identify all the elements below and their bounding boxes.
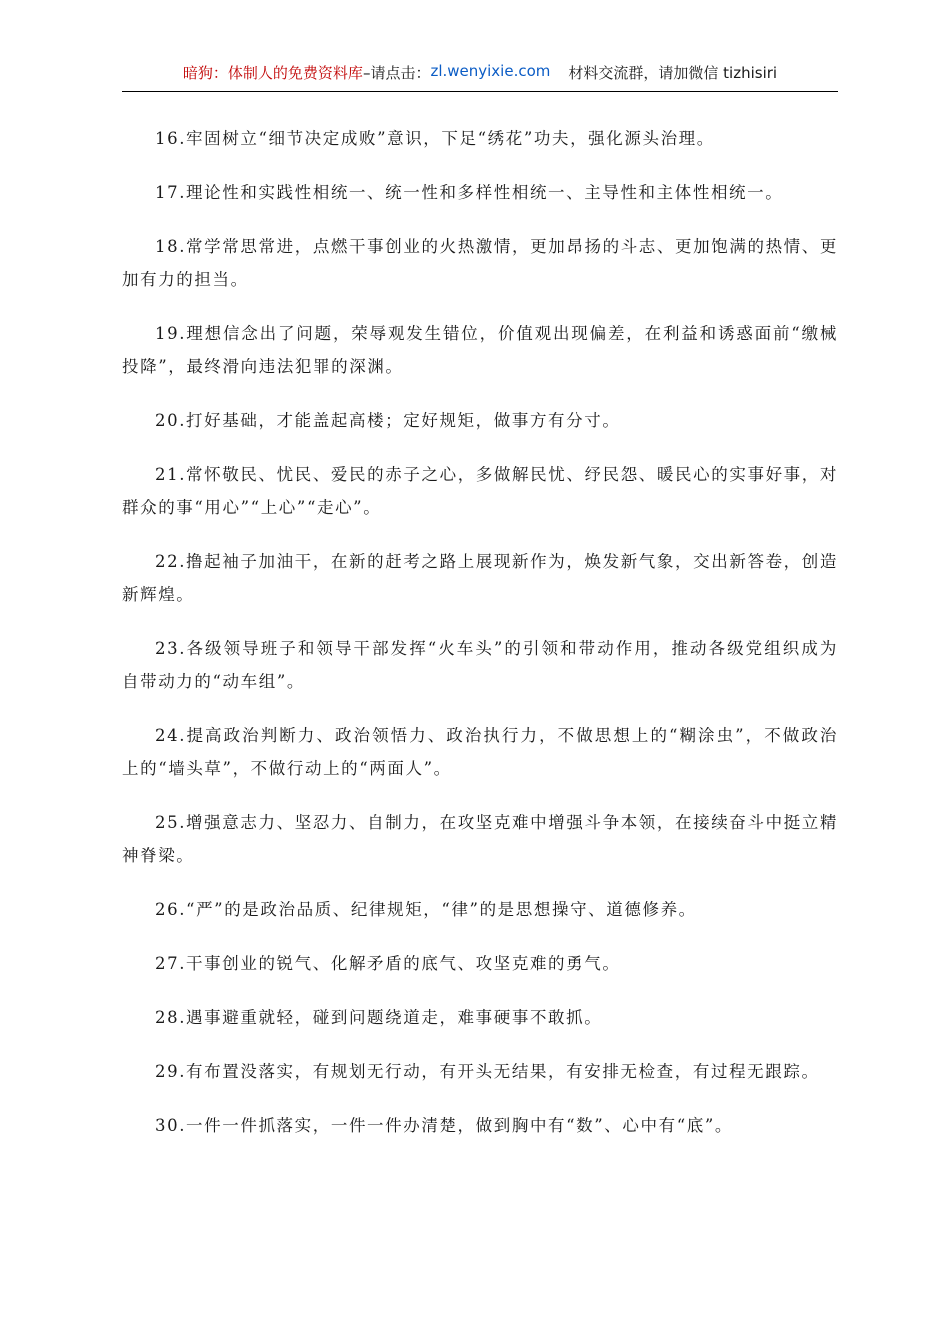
paragraph-23: 23.各级领导班子和领导干部发挥“火车头”的引领和带动作用，推动各级党组织成为自带动力的“动车组”。 xyxy=(122,639,838,691)
document-body xyxy=(122,122,838,1163)
page-header xyxy=(122,62,838,92)
paragraph-25: 25.增强意志力、坚忍力、自制力，在攻坚克难中增强斗争本领，在接续奋斗中挺立精神脊梁。 xyxy=(122,813,838,865)
paragraph-19: 19.理想信念出了问题，荣辱观发生错位，价值观出现偏差，在利益和诱惑面前“缴械投降”，最终滑向违法犯罪的深渊。 xyxy=(122,324,838,376)
paragraph-17: 17.理论性和实践性相统一、统一性和多样性相统一、主导性和主体性相统一。 xyxy=(155,183,784,202)
header-click-prompt: –请点击： xyxy=(362,64,431,82)
paragraph-26: 26.“严”的是政治品质、纪律规矩，“律”的是思想操守、道德修养。 xyxy=(155,900,697,919)
paragraph-16: 16.牢固树立“细节决定成败”意识，下足“绣花”功夫，强化源头治理。 xyxy=(155,129,715,148)
paragraph-29: 29.有布置没落实，有规划无行动，有开头无结果，有安排无检查，有过程无跟踪。 xyxy=(155,1062,820,1081)
paragraph-20: 20.打好基础，才能盖起高楼；定好规矩，做事方有分寸。 xyxy=(155,411,621,430)
paragraph-22: 22.撸起袖子加油干，在新的赶考之路上展现新作为，焕发新气象，交出新答卷，创造新辉煌。 xyxy=(122,552,838,604)
paragraph-18: 18.常学常思常进，点燃干事创业的火热激情，更加昂扬的斗志、更加饱满的热情、更加有力的担当。 xyxy=(122,237,838,289)
paragraph-27: 27.干事创业的锐气、化解矛盾的底气、攻坚克难的勇气。 xyxy=(155,954,621,973)
header-site-link[interactable]: zl.wenyixie.com xyxy=(430,62,551,80)
paragraph-28: 28.遇事避重就轻，碰到问题绕道走，难事硬事不敢抓。 xyxy=(155,1008,603,1027)
paragraph-24: 24.提高政治判断力、政治领悟力、政治执行力，不做思想上的“糊涂虫”，不做政治上的“墙头草”，不做行动上的“两面人”。 xyxy=(122,726,838,778)
paragraph-30: 30.一件一件抓落实，一件一件办清楚，做到胸中有“数”、心中有“底”。 xyxy=(155,1116,733,1135)
header-site-name: 暗狗：体制人的免费资料库 xyxy=(182,64,363,82)
paragraph-21: 21.常怀敬民、忧民、爱民的赤子之心，多做解民忧、纾民怨、暖民心的实事好事，对群众的事“用心”“上心”“走心”。 xyxy=(122,465,838,517)
header-wechat-group: 材料交流群，请加微信 tizhisiri xyxy=(568,64,778,82)
